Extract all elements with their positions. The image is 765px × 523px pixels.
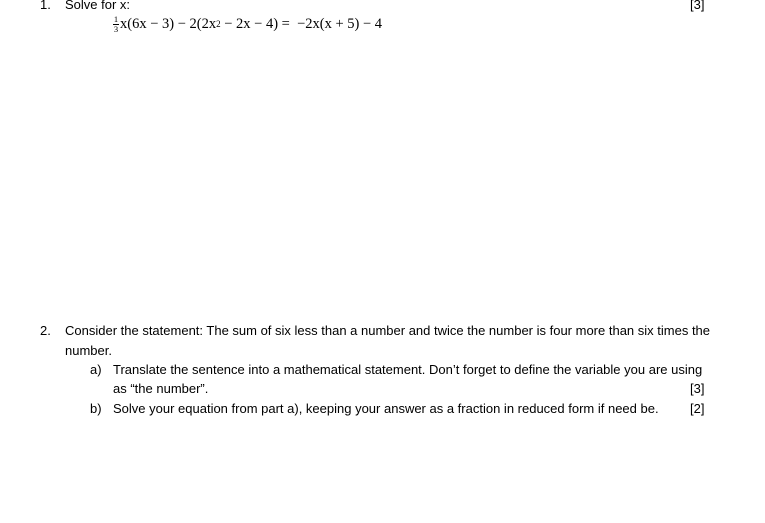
q2a-marks: [3]	[690, 381, 705, 396]
fraction-denominator: 3	[113, 24, 119, 34]
q1-equation: $\frac{1}{3}$ x(6x − 3) − 2(2x 2 − 2x − 4) = −2x(x + 5) − 4	[113, 14, 383, 34]
equation-part1: x(6x − 3) − 2(2x	[120, 15, 217, 32]
q2-statement-line1: Consider the statement: The sum of six less than a number and twice the number is four more than six times the	[65, 323, 711, 338]
q1-marks: [3]	[690, 0, 705, 12]
q2b-letter: b)	[90, 401, 102, 416]
one-third-fraction	[113, 15, 119, 33]
equation-part2: − 2x − 4) = −2x(x + 5) − 4	[220, 15, 383, 32]
q2-number: 2.	[40, 323, 51, 338]
q2b-line1: Solve your equation from part a), keeping your answer as a fraction in reduced form if need be.	[113, 401, 659, 416]
q1-prompt: Solve for x:	[65, 0, 131, 12]
q2b-marks: [2]	[690, 401, 705, 416]
q2a-line1: Translate the sentence into a mathematical statement. Don’t forget to define the variable you are using	[113, 362, 703, 377]
q2a-letter: a)	[90, 362, 102, 377]
fraction-numerator: 1	[113, 14, 119, 24]
q2-statement-line2: number.	[65, 343, 112, 358]
q2a-line2: as “the number”.	[113, 381, 209, 396]
q1-number: 1.	[40, 0, 51, 12]
